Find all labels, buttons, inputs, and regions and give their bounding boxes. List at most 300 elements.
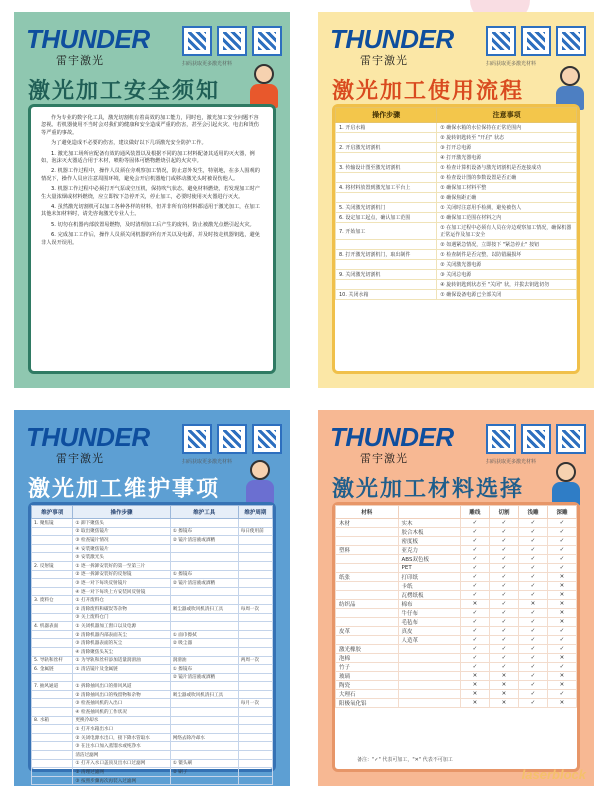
table-cell: ② 清除机器内部表面灰尘 [73,630,170,639]
table-cell: ① 打开废料仓 [73,596,170,605]
table-row [336,123,577,133]
poster-safety [14,12,290,388]
safety-paragraph: 作为专业的数字化工具，激光切割机有着高效的加工能力，同时也，激光加工安全问题不容忽视。若机器使用不当时会对我们的健康和安全造成严重的伤害，甚至会引起火灾、电击和烫伤等严重的事故。 [41,115,259,136]
table-cell [398,680,460,689]
table-cell: 10. 关闭水箱 [336,290,437,300]
table-cell: 7. 开始加工 [336,223,437,240]
table-row [32,776,273,785]
table-cell: ② 旋转钥匙转至 "开启" 状态 [437,133,577,143]
table-row [336,698,577,707]
check-icon: ✓ [489,581,518,590]
table-cell: 润滑油 [170,656,238,665]
table-cell: 竹子 [336,662,399,671]
table-cell: ① 检查制件是否完整，以防错漏损坏 [437,250,577,260]
table-row [336,546,577,555]
check-icon: ✓ [489,608,518,617]
check-icon: ✓ [547,689,576,698]
table-cell: 真皮 [398,626,460,635]
table-cell [32,708,73,717]
qr-code-icon [521,26,551,56]
table-cell [73,673,170,682]
table-cell: 每周一次 [238,604,272,613]
safety-panel [28,104,276,374]
table-cell [238,630,272,639]
check-icon: ✓ [489,555,518,564]
check-icon: ✓ [489,537,518,546]
check-icon: ✓ [489,626,518,635]
check-icon: ✓ [460,617,489,626]
table-row [336,680,577,689]
table-cell: ② 吸尘器 [170,639,238,648]
table-cell [32,759,73,768]
table-cell [336,133,437,143]
table-cell: 9. 关闭激光切割机 [336,270,437,280]
check-icon: ✓ [518,626,547,635]
mascot-firefighter-icon [244,62,284,110]
table-row [336,581,577,590]
table-cell [238,776,272,785]
cross-icon: ✕ [460,698,489,707]
table-cell: 牛仔布 [398,608,460,617]
table-row [336,280,577,290]
table-cell: 8. 水箱 [32,716,73,725]
cross-icon: ✕ [489,689,518,698]
safety-paragraph: 6. 完成加工工作后，操作人员须关闭机器的所有开关以及电源，并及时按走机器钥匙，避免非人误开误用。 [41,232,260,246]
table-row [336,290,577,300]
table-cell [32,673,73,682]
workflow-table [335,107,577,300]
table-row [32,536,273,545]
table-cell [170,647,238,656]
cross-icon: ✕ [547,608,576,617]
table-cell [238,561,272,570]
table-cell: ① 确保加工材料平整 [437,183,577,193]
table-cell: ① 确保设备电源已全部关闭 [437,290,577,300]
table-cell: 3. 传输设计图至激光切割机 [336,163,437,173]
table-cell: ① 确保水箱的水位保持在正常范围内 [437,123,577,133]
table-cell: 胶合木板 [398,528,460,537]
table-cell: 2. 反射镜 [32,561,73,570]
table-cell [336,555,399,564]
table-row [32,690,273,699]
table-cell: 每日使用前 [238,527,272,536]
table-cell: PET [398,564,460,573]
qr-code-icon [486,424,516,454]
check-icon: ✓ [460,644,489,653]
table-cell: 4. 将材料放置到激光加工平台上 [336,183,437,193]
table-cell: ① 清洁镜片及金属链 [73,665,170,674]
workflow-panel [332,104,580,374]
maintenance-table [31,505,273,785]
table-row [336,644,577,653]
table-cell: 实木 [398,519,460,528]
table-cell [32,733,73,742]
table-cell [32,742,73,751]
qr-caption: 扫码获取更多激光材料 [486,61,537,67]
table-cell [238,536,272,545]
check-icon: ✓ [518,680,547,689]
column-header: 维护周期 [238,506,272,519]
table-cell [170,751,238,760]
table-cell [238,570,272,579]
table-cell: 亚克力 [398,546,460,555]
qr-code-icon [486,26,516,56]
table-cell [238,759,272,768]
table-cell [32,527,73,536]
table-row [32,587,273,596]
column-header: 材料 [336,506,399,519]
table-cell: 更换冷却水 [73,716,170,725]
cross-icon: ✕ [547,581,576,590]
table-cell: ① 打开水箱出水口 [73,725,170,734]
logo-subtitle: 雷宇激光 [56,54,104,67]
check-icon: ✓ [547,635,576,644]
table-cell [238,733,272,742]
table-row [336,635,577,644]
table-cell [32,579,73,588]
logo-subtitle: 雷宇激光 [56,452,104,465]
table-cell [170,699,238,708]
table-cell: ① 确保加工范围在材料之内 [437,213,577,223]
table-row [336,240,577,250]
check-icon: ✓ [489,519,518,528]
table-cell [32,613,73,622]
table-cell: 大理石 [336,689,399,698]
check-icon: ✓ [547,555,576,564]
table-cell [170,725,238,734]
cross-icon: ✕ [547,599,576,608]
safety-paragraph: 3. 机器工作过程中必须打开气泵或空压机，保持吹气状态，避免材料燃烧，若发现加工时产生大量浓烟或材料燃烧，应立即按下急停开关，停止加工，必要时使用灭火器进行灭火。 [41,186,260,200]
table-cell [238,768,272,777]
table-cell [170,613,238,622]
table-cell: ① 镊头刷 [170,759,238,768]
check-icon: ✓ [518,519,547,528]
cross-icon: ✕ [547,617,576,626]
table-cell [398,698,460,707]
table-cell [32,553,73,562]
table-row [32,596,273,605]
table-cell: ③ 打开总电源 [437,143,577,153]
mascot-worker-icon [546,460,586,508]
table-cell: ③ 检查抽风机的入出口 [73,699,170,708]
table-cell [238,647,272,656]
table-cell: ③ 关上废料仓门 [73,613,170,622]
check-icon: ✓ [518,555,547,564]
cross-icon: ✕ [547,590,576,599]
table-row [336,662,577,671]
check-icon: ✓ [518,653,547,662]
table-cell [336,173,437,183]
table-cell [238,553,272,562]
table-row [336,617,577,626]
table-cell: 纸张 [336,572,399,581]
table-row [32,725,273,734]
table-cell [170,561,238,570]
table-cell [170,708,238,717]
table-cell [336,240,437,250]
table-cell: ③ 关闭总电源 [437,270,577,280]
cross-icon: ✕ [460,671,489,680]
check-icon: ✓ [547,537,576,546]
table-row [32,699,273,708]
table-cell: 瓦楞纸板 [398,590,460,599]
table-cell [170,682,238,691]
table-cell [32,647,73,656]
table-cell [398,653,460,662]
table-row [336,193,577,203]
table-cell: ABS双色板 [398,555,460,564]
table-cell: ④ 打开激光器电源 [437,153,577,163]
check-icon: ✓ [518,572,547,581]
table-cell: ② 清除废料和碳炭等杂物 [73,604,170,613]
table-cell [238,544,272,553]
table-cell: ④ 旋转钥匙到状态至 "关闭" 状，并拔去钥匙切勿 [437,280,577,290]
table-cell: ② 取出聚焦镜片 [73,527,170,536]
table-row [32,673,273,682]
check-icon: ✓ [489,617,518,626]
qr-caption: 扫码获取更多激光材料 [182,61,233,67]
safety-paragraph: 2. 机器工作过程中，操作人员须在旁观察加工情况，防止意外发生，特别地，在多人围观的情况下，操作人员应注意周围环境，避免会开启机器舱门或移动激光头时被误伤他人。 [41,168,260,182]
table-cell [32,639,73,648]
table-cell [336,581,399,590]
table-row [32,579,273,588]
check-icon: ✓ [518,564,547,573]
table-row [336,173,577,183]
column-header: 操作步骤 [336,108,437,123]
check-icon: ✓ [518,671,547,680]
cross-icon: ✕ [547,671,576,680]
cross-icon: ✕ [489,680,518,689]
check-icon: ✓ [489,528,518,537]
table-cell [32,587,73,596]
table-cell [336,635,399,644]
table-cell: ④ 安装聚焦镜片 [73,544,170,553]
table-row [32,768,273,777]
column-header: 操作步骤 [73,506,170,519]
check-icon: ✓ [518,662,547,671]
table-row [336,626,577,635]
check-icon: ✓ [547,564,576,573]
table-cell [170,776,238,785]
table-cell: 皮革 [336,626,399,635]
table-cell [32,544,73,553]
check-icon: ✓ [460,572,489,581]
table-cell: ① 面巾擦拭 [170,630,238,639]
thunder-logo: THUNDER [26,24,150,54]
table-row [32,604,273,613]
table-cell: 两周一次 [238,656,272,665]
table-cell [32,630,73,639]
table-row [336,555,577,564]
check-icon: ✓ [518,581,547,590]
table-cell [32,699,73,708]
check-icon: ✓ [518,689,547,698]
qr-caption: 扫码获取更多激光材料 [182,459,233,465]
check-icon: ✓ [547,528,576,537]
poster-maintenance [14,410,290,786]
table-row [32,647,273,656]
check-icon: ✓ [489,662,518,671]
logo-subtitle: 雷宇激光 [360,54,408,67]
table-row [336,519,577,528]
table-cell: 5. 关闭激光切割机门 [336,203,437,213]
check-icon: ✓ [460,581,489,590]
table-row [32,544,273,553]
table-row [336,590,577,599]
table-cell: ② 镜片清洁液或酒精 [170,536,238,545]
table-cell [398,689,460,698]
check-icon: ✓ [547,546,576,555]
cross-icon: ✕ [460,599,489,608]
table-cell: ② 关闭激光器电源 [437,260,577,270]
qr-code-icon [217,26,247,56]
table-cell: ④ 检查抽风机的工作状况 [73,708,170,717]
cross-icon: ✕ [489,698,518,707]
table-row [336,133,577,143]
table-cell [170,716,238,725]
table-cell: ② 如遇紧急情况，立即按下 "紧急停止" 按钮 [437,240,577,250]
table-cell [336,193,437,203]
table-row [336,608,577,617]
table-row [336,260,577,270]
table-cell: ② 清除抽风出口的残留物和杂物 [73,690,170,699]
table-row [336,572,577,581]
cross-icon: ✕ [518,599,547,608]
table-cell: 卡纸 [398,581,460,590]
table-cell: ③ 在注水口加入蒸馏水或纯净水 [73,742,170,751]
column-header: 深雕 [547,506,576,519]
table-cell: ⑤ 安装激光头 [73,553,170,562]
table-row [336,537,577,546]
table-cell: 塑料 [336,546,399,555]
table-cell: ④ 清除聚焦头灰尘 [73,647,170,656]
table-cell [336,564,399,573]
table-row [336,671,577,680]
check-icon: ✓ [460,555,489,564]
qr-code-icon [182,26,212,56]
table-cell: 网络去除冷却水 [170,733,238,742]
mascot-technician-icon [240,458,280,506]
check-icon: ✓ [547,644,576,653]
materials-panel [332,502,580,772]
table-cell [170,587,238,596]
column-header: 维护事项 [32,506,73,519]
table-cell: ② 镜片清洁液或酒精 [170,579,238,588]
table-cell: 7. 抽风通道 [32,682,73,691]
table-cell: ② 逐一拆卸安装好的反射镜 [73,570,170,579]
poster-title: 激光加工使用流程 [332,79,525,104]
table-cell: 激光橡胶 [336,644,399,653]
table-cell: ① 擦镜布 [170,665,238,674]
table-cell [336,153,437,163]
thunder-logo: THUNDER [330,422,454,452]
table-row [32,527,273,536]
table-cell [32,725,73,734]
table-cell [336,590,399,599]
table-row [336,143,577,153]
table-cell [170,553,238,562]
table-cell: ① 擦镜布 [170,527,238,536]
check-icon: ✓ [460,590,489,599]
check-icon: ✓ [489,635,518,644]
table-row [32,742,273,751]
qr-code-icon [556,26,586,56]
table-cell: ① 卸下聚焦头 [73,519,170,528]
table-cell: ② 镜片清洁液或酒精 [170,673,238,682]
table-row [336,183,577,193]
table-cell [170,596,238,605]
column-header: 浅雕 [518,506,547,519]
table-row [32,682,273,691]
check-icon: ✓ [489,564,518,573]
check-icon: ✓ [547,626,576,635]
column-header: 切割 [489,506,518,519]
check-icon: ✓ [518,635,547,644]
maintenance-panel [28,502,276,784]
check-icon: ✓ [547,519,576,528]
table-cell: ② 检查设计图的参数设置是否正确 [437,173,577,183]
table-cell: ① 检查计算机设备与激光切割机是否连接成功 [437,163,577,173]
check-icon: ✓ [518,528,547,537]
table-cell: ① 擦镜布 [170,570,238,579]
table-cell [336,280,437,290]
qr-code-icon [521,424,551,454]
table-cell [238,725,272,734]
column-header: 维护工具 [170,506,238,519]
poster-title: 激光加工安全须知 [28,79,221,104]
table-cell: 吸尘器或吹风机清扫工具 [170,604,238,613]
check-icon: ✓ [489,653,518,662]
table-row [32,613,273,622]
check-icon: ✓ [489,599,518,608]
table-cell [32,768,73,777]
table-cell: 阳极氧化铝 [336,698,399,707]
table-row [32,639,273,648]
table-cell: 3. 废料仓 [32,596,73,605]
table-cell [336,528,399,537]
table-cell: 毛毡布 [398,617,460,626]
check-icon: ✓ [460,564,489,573]
thunder-logo: THUNDER [330,24,454,54]
table-cell [32,536,73,545]
table-cell [170,742,238,751]
check-icon: ✓ [460,546,489,555]
table-row [336,270,577,280]
poster-title: 激光加工材料选择 [332,477,525,502]
check-icon: ✓ [460,635,489,644]
table-cell: ③ 按照步骤再次再装入过滤网 [73,776,170,785]
poster-workflow [318,12,594,388]
table-cell: 吸尘器或吹风机清扫工具 [170,690,238,699]
table-row [32,708,273,717]
column-header [398,506,460,519]
table-cell [32,570,73,579]
table-row [32,553,273,562]
qr-code-icon [182,424,212,454]
table-cell [238,587,272,596]
table-row [32,519,273,528]
materials-table [335,505,577,708]
table-row [336,599,577,608]
table-cell [336,617,399,626]
table-row [336,203,577,213]
table-cell [32,690,73,699]
table-cell [398,644,460,653]
table-row [32,656,273,665]
table-cell: 1. 聚焦镜 [32,519,73,528]
table-cell [238,690,272,699]
thunder-logo: THUNDER [26,422,150,452]
